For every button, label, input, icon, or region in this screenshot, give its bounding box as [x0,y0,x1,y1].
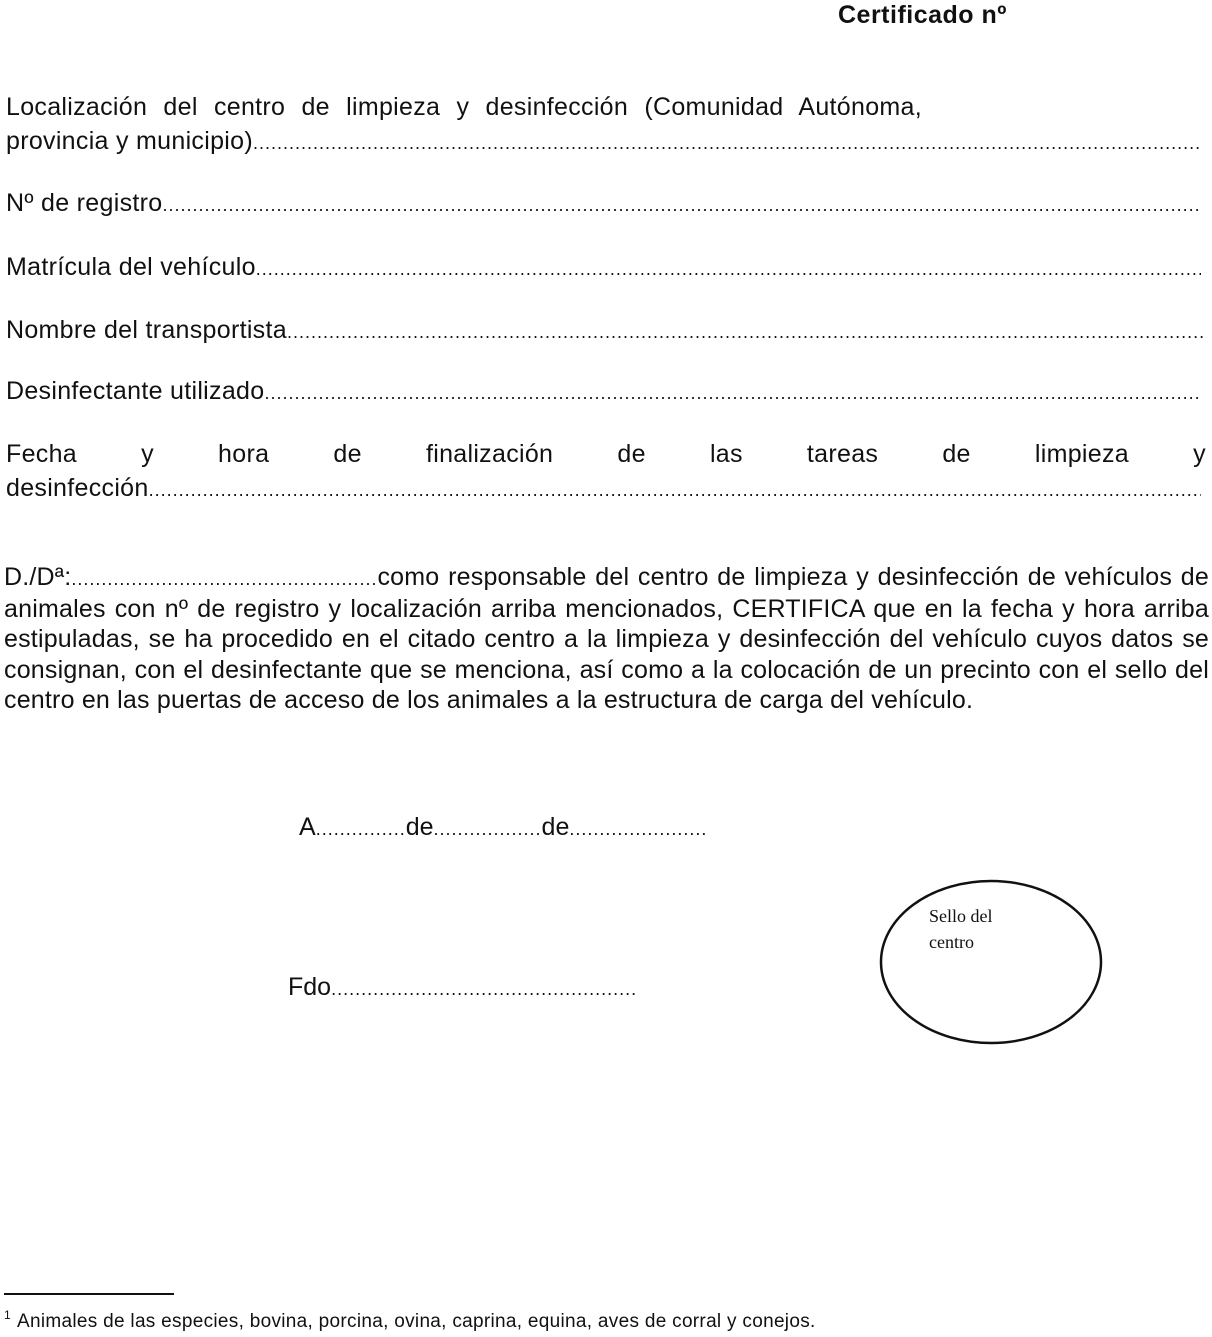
date-de-2: de [541,813,570,841]
field-end-time-word: de [942,440,971,468]
date-place-label: A [299,813,316,841]
field-location-label-1: Localización del centro de limpieza y desinfección (Comunidad Autónoma, [6,93,922,121]
date-month-dots[interactable]: .................. [433,819,542,839]
certification-prefix: D./Dª: [4,563,72,591]
seal-label: Sello del centro [929,906,993,952]
field-registry [6,186,1206,222]
field-end-time-word: hora [218,440,270,468]
field-end-time-word: tareas [806,440,879,468]
field-carrier-dots[interactable] [287,315,1206,349]
field-carrier-label: Nombre del transportista [6,316,287,344]
field-end-time-word: las [709,440,743,468]
signature-dots[interactable]: ................................................... [331,979,638,999]
field-plate-dots[interactable] [256,252,1201,286]
field-registry-dots[interactable] [162,188,1201,222]
footnote [4,1302,816,1335]
field-end-time-word: de [333,440,362,468]
certification-name-dots[interactable]: ................................................... [71,569,378,589]
certification-body: como responsable del centro de limpieza y desinfección de vehículos de animales con nº de registro y localización arriba mencionados, CERTIFICA que en la fecha y hora arriba estipuladas, se ha procedido en el citado centro a la limpieza y desinfección del vehículo cuyos datos se consignan, con el desinfectante que se menciona, así como a la colocación de un precinto con el sello del centro en las puertas de acceso de los animales a la estructura de carga del vehículo. [4,563,1209,714]
signature-line [288,972,637,1004]
field-end-time-word: Fecha [6,440,77,468]
field-registry-label: Nº de registro [6,189,163,217]
field-disinfectant [6,374,1206,410]
field-end-time-dots[interactable] [149,473,1201,507]
field-plate-label: Matrícula del vehículo [6,253,256,281]
field-end-time-word: finalización [425,440,554,468]
field-end-time-word: y [1193,440,1206,468]
date-place-dots[interactable]: ............... [315,819,406,839]
date-year-dots[interactable]: ....................... [569,819,708,839]
date-line [299,812,707,844]
field-end-time-label-2: desinfección [6,474,149,502]
field-end-time-word: y [141,440,154,468]
certification-paragraph [4,562,1209,715]
field-disinfectant-dots[interactable] [264,376,1201,410]
field-location-line2 [6,124,1201,160]
field-end-time-word: limpieza [1034,440,1129,468]
field-location [6,90,1206,160]
field-end-time-word: de [617,440,646,468]
footnote-rule [4,1293,174,1295]
field-plate [6,250,1206,286]
field-location-label-2: provincia y municipio) [6,127,253,155]
field-end-time-line1 [6,437,1206,471]
field-end-time [6,437,1206,507]
field-location-dots[interactable] [253,126,1201,160]
field-disinfectant-label: Desinfectante utilizado [6,377,265,405]
seal-stamp [879,879,1103,1045]
field-carrier [6,313,1206,349]
field-location-line1 [6,90,1206,124]
footnote-text: Animales de las especies, bovina, porcina, ovina, caprina, equina, aves de corral y conejos. [16,1311,816,1332]
certificate-title: Certificado nº [838,1,1007,29]
date-de-1: de [405,813,434,841]
footnote-marker: 1 [4,1308,11,1322]
signature-label: Fdo [288,973,332,1001]
